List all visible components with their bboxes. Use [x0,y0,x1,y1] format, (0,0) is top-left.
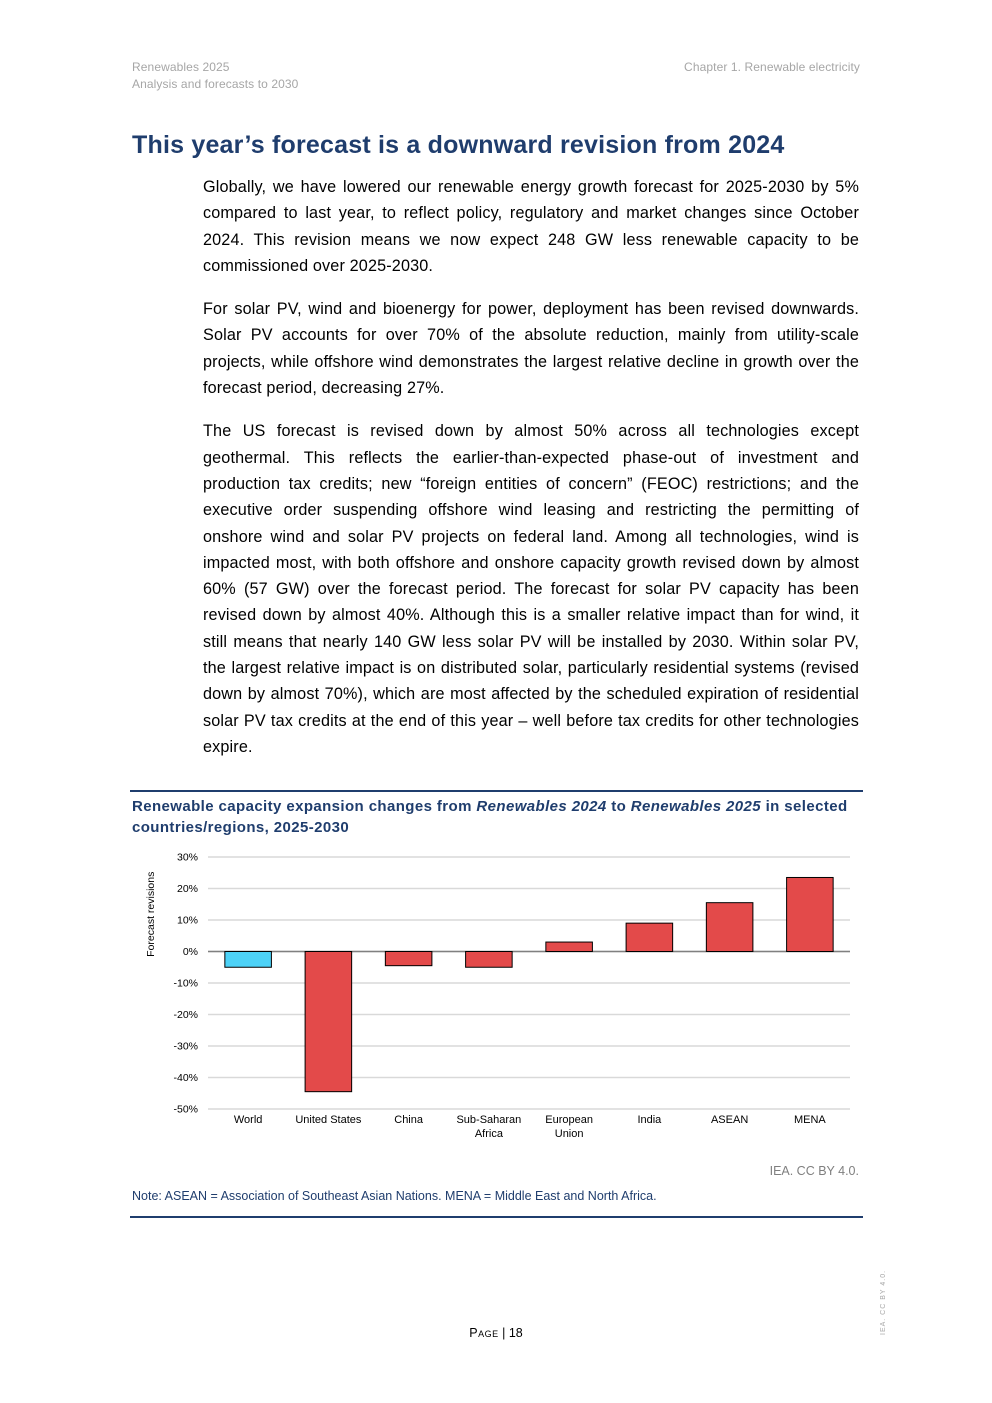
page-footer [0,1326,992,1340]
page-number: 18 [508,1326,523,1340]
bar [706,903,753,952]
y-tick-label: -10% [173,977,198,990]
figure-title-italic-2: Renewables 2025 [630,798,762,815]
bar [225,952,272,968]
x-category-label: India [637,1114,662,1126]
x-category-label: Union [554,1128,584,1140]
y-tick-label: -20% [173,1009,198,1021]
y-tick-label: 10% [176,914,198,927]
x-category-label: European [545,1114,593,1126]
page-separator: | [498,1326,509,1340]
revision-bar-chart [130,845,860,1150]
x-category-label: Sub-Saharan [456,1114,522,1126]
report-title: Renewables 2025 [132,60,230,74]
y-tick-label: 0% [182,946,198,958]
section-title: This year’s forecast is a downward revision from 2024 [132,131,785,159]
body-text [203,174,859,777]
figure-title [132,797,862,838]
bar [466,952,513,968]
bar [626,923,673,951]
y-tick-label: -40% [173,1072,198,1084]
bar [385,952,432,966]
y-tick-label: 30% [176,851,198,864]
figure-top-rule [130,790,863,792]
y-axis-title: Forecast revisions [145,871,157,957]
running-header-left [132,59,298,93]
x-category-label: MENA [793,1114,826,1126]
bar [787,877,834,951]
bar [546,942,593,951]
figure-title-text-2: to [606,798,631,815]
figure-title-italic-1: Renewables 2024 [476,798,607,815]
bar [305,952,352,1092]
figure-note: Note: ASEAN = Association of Southeast Asian Nations. MENA = Middle East and North Africa. [132,1189,657,1203]
x-category-label: United States [295,1114,362,1126]
figure-title-text-3: in selected countries/regions, 2025-2030 [132,798,848,836]
paragraph-3: The US forecast is revised down by almost 50% across all technologies except geothermal. This reflects the earlier-than-expected phase-out of investment and production tax credits; new “foreign entities of concern” (FEOC) restrictions; and the executive order suspending offshore wind leasing and restricting the permitting of onshore wind and solar PV projects on federal land. Among all technologies, wind is impacted most, with both offshore and onshore capacity growth revised down by almost 60% (57 GW) over the forecast period. The forecast for solar PV capacity has been revised down by almost 40%. Although this is a smaller relative impact than for wind, it still means that nearly 140 GW less solar PV will be installed by 2030. Within solar PV, the largest relative impact is on distributed solar, particularly residential systems (revised down by almost 70%), which are most affected by the scheduled expiration of residential solar PV tax credits at the end of this year – well before tax credits for other technologies expire. [203,422,859,756]
side-credit: IEA. CC BY 4.0. [880,1269,887,1335]
y-tick-label: -50% [173,1103,198,1116]
page-label: Page [469,1326,499,1340]
y-tick-label: 20% [176,883,198,895]
x-category-label: ASEAN [710,1114,749,1126]
x-category-label: Africa [474,1128,503,1140]
report-subtitle: Analysis and forecasts to 2030 [132,77,299,91]
figure-credit: IEA. CC BY 4.0. [769,1164,859,1178]
figure-title-text-1: Renewable capacity expansion changes from [132,798,477,815]
chapter-header: Chapter 1. Renewable electricity [684,60,860,74]
x-category-label: China [394,1114,423,1126]
y-tick-label: -30% [173,1040,198,1053]
x-category-label: World [233,1114,263,1126]
paragraph-1: Globally, we have lowered our renewable energy growth forecast for 2025-2030 by 5% compared to last year, to reflect policy, regulatory and market changes since October 2024. This revision means we now expect 248 GW less renewable capacity to be commissioned over 2025-2030. [203,178,859,275]
paragraph-2: For solar PV, wind and bioenergy for power, deployment has been revised downwards. Solar PV accounts for over 70% of the absolute reduction, mainly from utility-scale projects, while offshore wind demonstrates the largest relative decline in growth over the forecast period, decreasing 27%. [203,300,859,398]
figure-bottom-rule [130,1216,863,1218]
